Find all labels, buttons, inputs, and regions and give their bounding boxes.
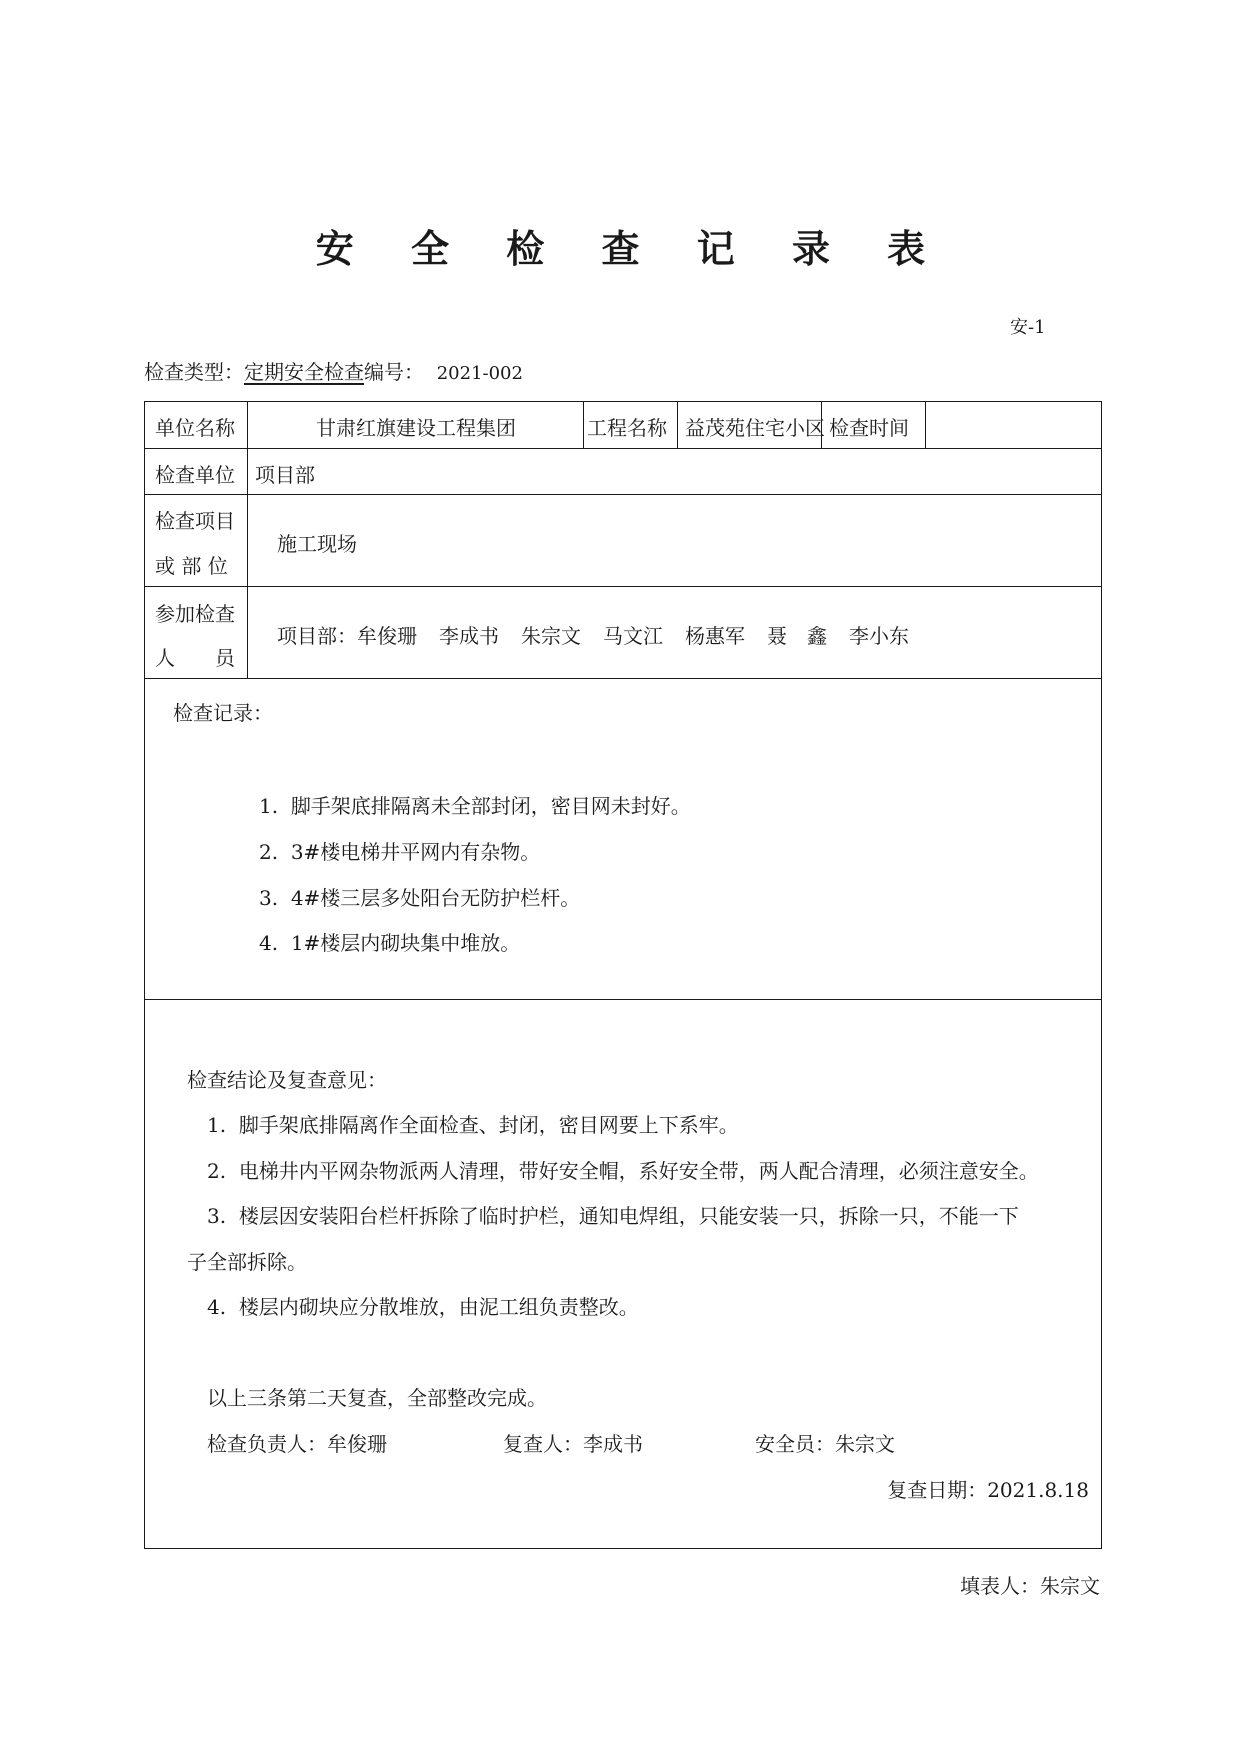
participant: 李成书: [439, 624, 499, 648]
col-divider: [247, 402, 248, 678]
participants-label-line1: 参加检查: [155, 602, 235, 626]
page-title: 安 全 检 查 记 录 表: [315, 227, 948, 271]
row-divider: [145, 448, 1101, 449]
row-divider: [145, 678, 1101, 679]
inspection-item-value: 施工现场: [277, 532, 357, 556]
row-divider: [145, 586, 1101, 587]
unit-name-label: 单位名称: [155, 416, 235, 440]
row-divider: [145, 494, 1101, 495]
inspection-item-label-line1: 检查项目: [155, 509, 235, 533]
number-value: 2021-002: [436, 363, 523, 384]
conclusion-item-continuation: 子全部拆除。: [187, 1250, 307, 1274]
conclusion-summary: 以上三条第二天复查，全部整改完成。: [207, 1386, 547, 1410]
participant: 聂 鑫: [767, 624, 827, 648]
inspection-type-label: 检查类型：: [144, 360, 244, 384]
inspection-dept-value: 项目部: [255, 463, 315, 487]
doc-code: 安-1: [1010, 317, 1046, 338]
participant: 李小东: [849, 624, 909, 648]
conclusion-item: 2. 电梯井内平网杂物派两人清理，带好安全帽，系好安全带，两人配合清理，必须注意安全。: [207, 1159, 1039, 1183]
conclusion-item: 4. 楼层内砌块应分散堆放，由泥工组负责整改。: [207, 1295, 639, 1319]
col-divider: [925, 402, 926, 448]
participant: 朱宗文: [521, 624, 581, 648]
form-filler: 填表人：朱宗文: [960, 1574, 1100, 1598]
participants-prefix: 项目部：: [277, 624, 357, 648]
inspection-table: [144, 401, 1102, 1549]
records-heading: 检查记录：: [173, 701, 273, 725]
record-item: 1. 脚手架底排隔离未全部封闭，密目网未封好。: [259, 794, 691, 818]
col-divider: [583, 402, 584, 448]
inspection-leader: 检查负责人：牟俊珊: [207, 1432, 387, 1456]
reviewer: 复查人：李成书: [503, 1432, 643, 1456]
inspection-item-label-line2: 或 部 位: [155, 554, 228, 578]
project-name-label: 工程名称: [587, 416, 667, 440]
review-date: 复查日期：2021.8.18: [887, 1478, 1089, 1502]
inspection-time-label: 检查时间: [829, 416, 909, 440]
participants-list: [277, 620, 909, 649]
record-item: 4. 1#楼层内砌块集中堆放。: [259, 931, 521, 955]
unit-name-value: 甘肃红旗建设工程集团: [316, 416, 516, 440]
conclusion-heading: 检查结论及复查意见：: [187, 1068, 387, 1092]
participant: 牟俊珊: [357, 624, 417, 648]
record-item: 2. 3#楼电梯井平网内有杂物。: [259, 840, 541, 864]
conclusion-item: 3. 楼层因安装阳台栏杆拆除了临时护栏，通知电焊组，只能安装一只，拆除一只，不能一下: [207, 1204, 1019, 1228]
number-label: 编号：: [364, 360, 424, 384]
col-divider: [677, 402, 678, 448]
inspection-type-value: 定期安全检查: [244, 360, 364, 384]
meta-line: [144, 356, 523, 385]
project-name-value: 益茂苑住宅小区: [685, 416, 825, 440]
inspection-dept-label: 检查单位: [155, 463, 235, 487]
row-divider: [145, 999, 1101, 1000]
record-item: 3. 4#楼三层多处阳台无防护栏杆。: [259, 886, 581, 910]
conclusion-item: 1. 脚手架底排隔离作全面检查、封闭，密目网要上下系牢。: [207, 1113, 739, 1137]
participants-label-line2: 人 员: [155, 646, 235, 670]
participant: 马文江: [603, 624, 663, 648]
safety-officer: 安全员：朱宗文: [755, 1432, 895, 1456]
participant: 杨惠军: [685, 624, 745, 648]
